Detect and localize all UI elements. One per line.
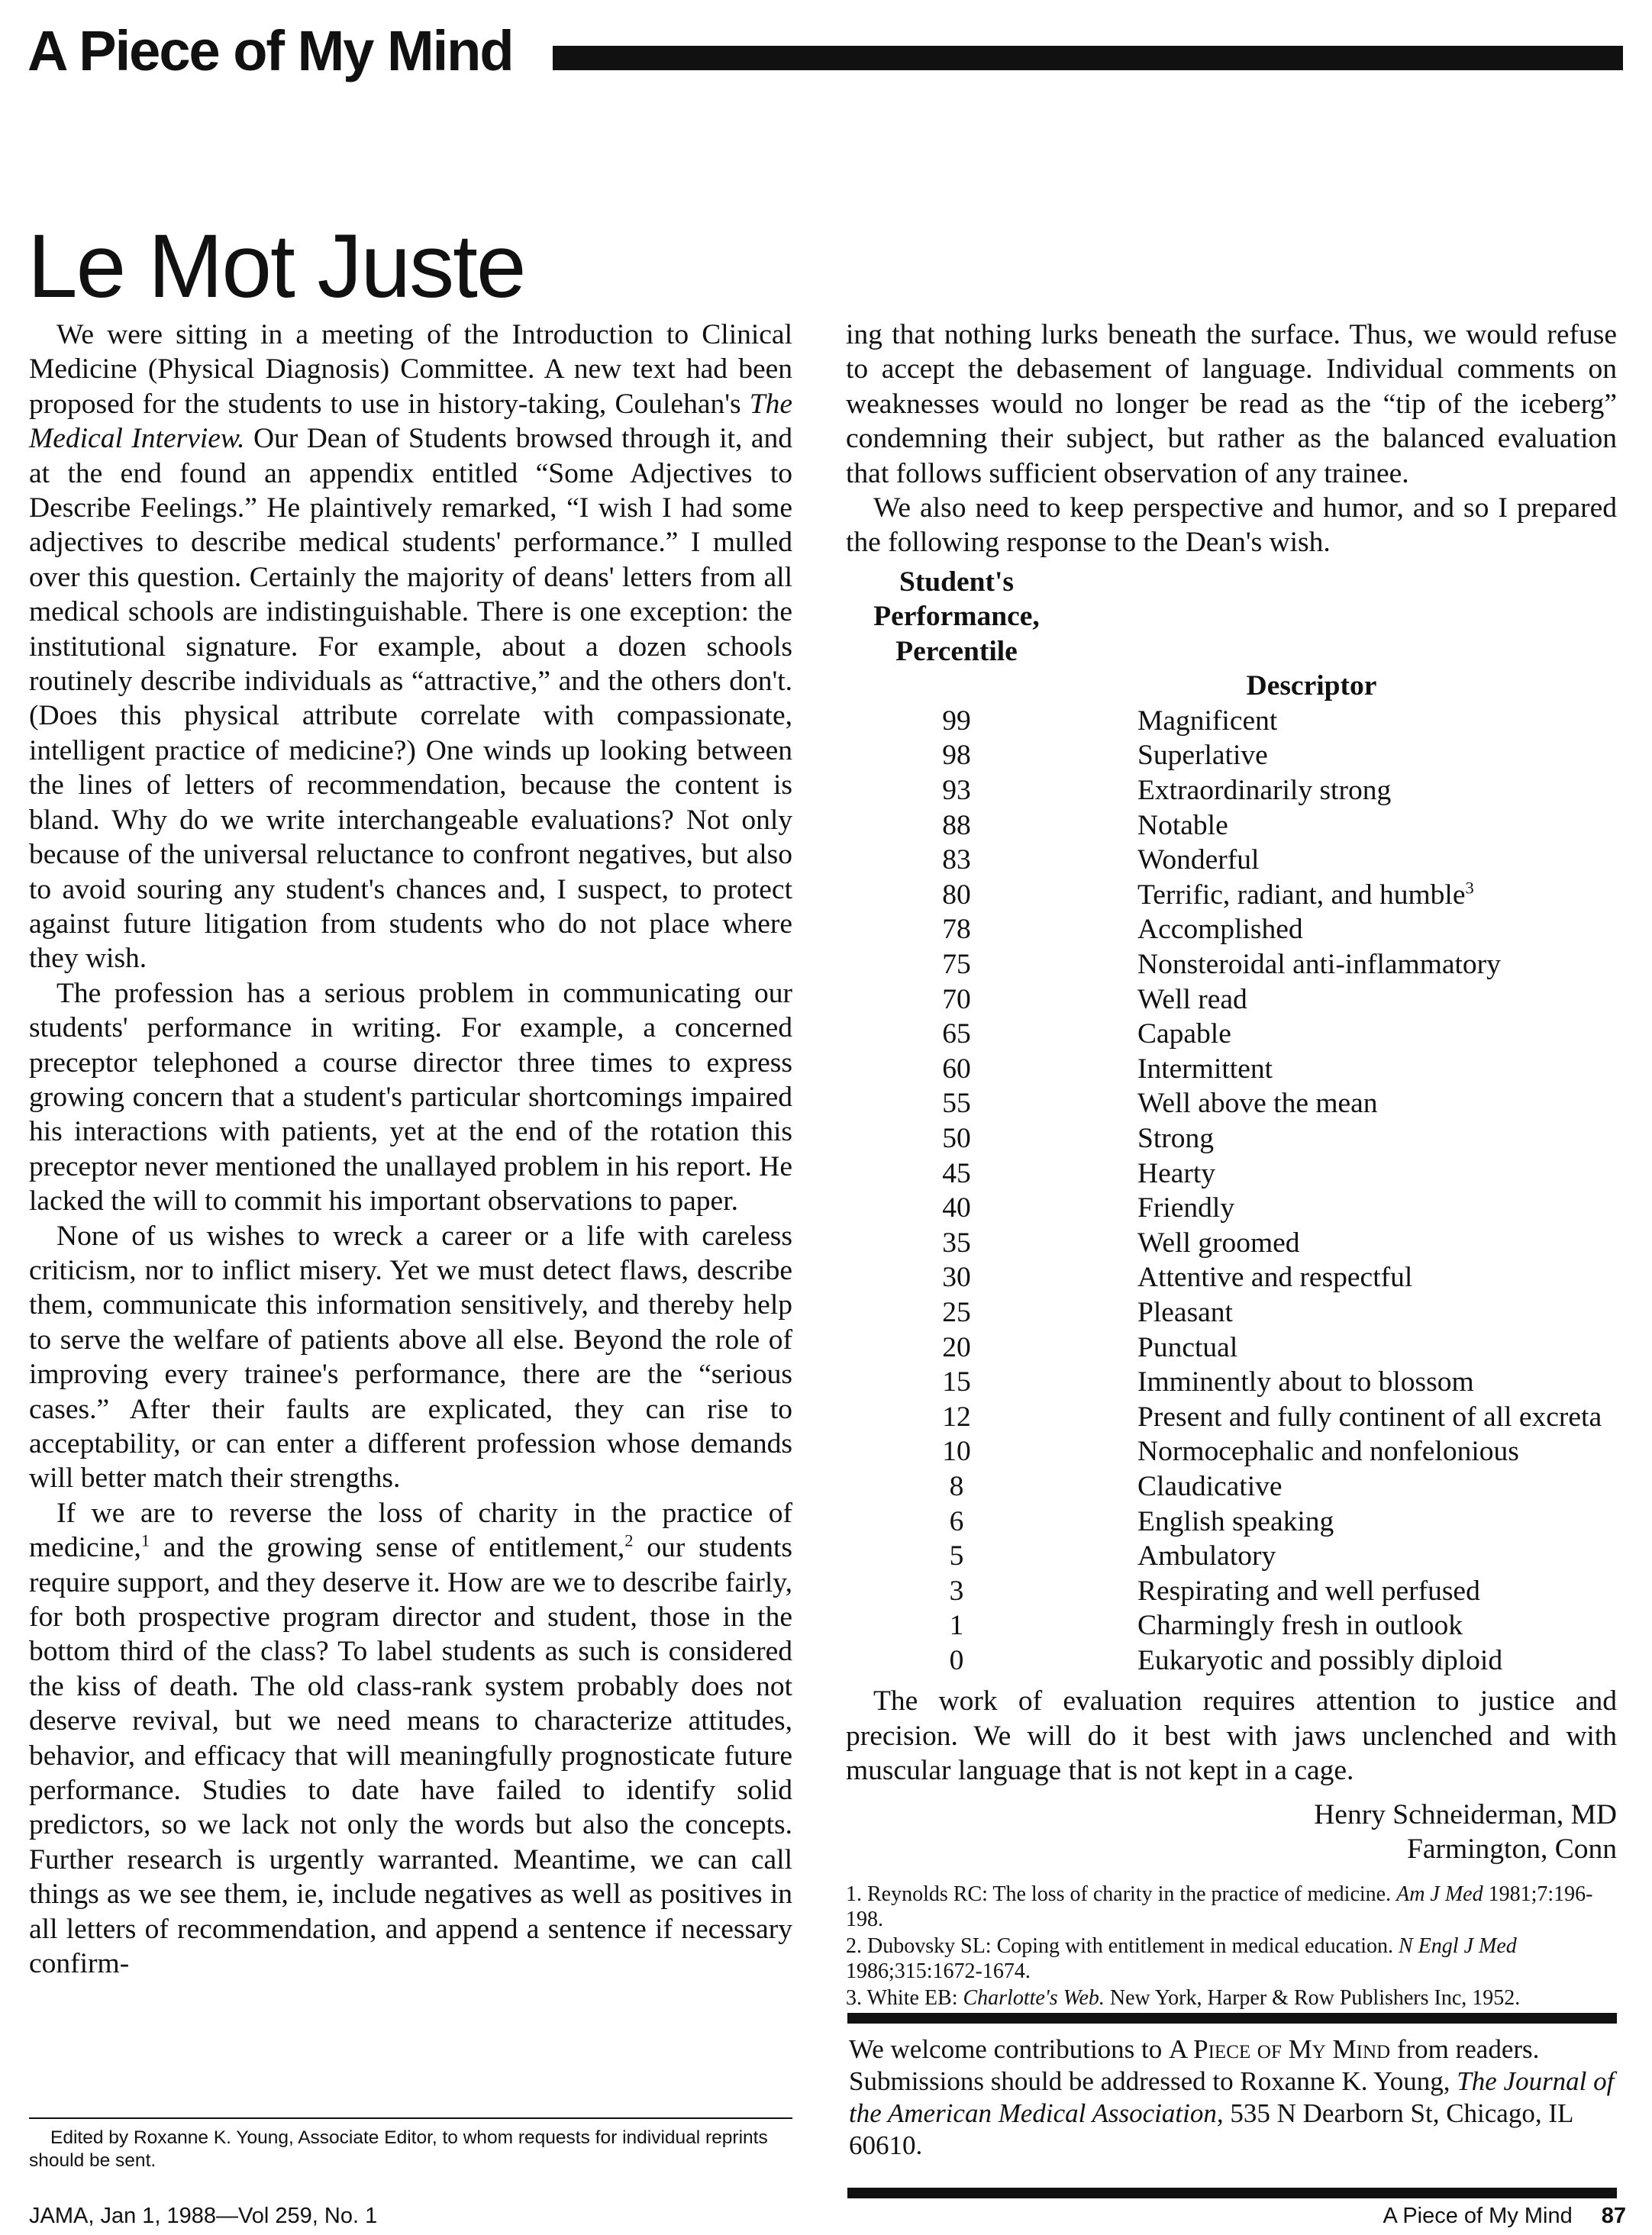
- descriptor-cell: Attentive and respectful: [1137, 1262, 1413, 1294]
- percentile-cell: 25: [942, 1296, 971, 1328]
- contributions-bottom-rule: [847, 2188, 1617, 2198]
- percentile-cell: 12: [942, 1401, 971, 1433]
- percentile-cell: 3: [949, 1575, 964, 1607]
- table-row: [861, 1434, 1617, 1469]
- descriptor-cell: Hearty: [1137, 1157, 1216, 1189]
- contributions-notice: We welcome contributions to A Piece of My Mind from readers. Submissions should be addressed to Roxanne K. Young, The Journal of the American Medical Association, 535 N Dearborn St, Chicago, IL 60610.: [849, 2034, 1615, 2160]
- table-row: [861, 1608, 1617, 1643]
- table-body: [861, 704, 1617, 1679]
- percentile-cell: 75: [942, 949, 971, 980]
- section-header: [27, 17, 1623, 85]
- left-column: [29, 318, 792, 1982]
- table-row: [861, 1539, 1617, 1574]
- page-number: 87: [1601, 2204, 1626, 2228]
- descriptor-cell: Accomplished: [1137, 914, 1303, 946]
- percentile-cell: 99: [942, 705, 971, 737]
- percentile-cell: 20: [942, 1331, 971, 1363]
- percentile-cell: 0: [949, 1644, 964, 1676]
- descriptor-cell: Intermittent: [1137, 1053, 1273, 1085]
- percentile-cell: 55: [942, 1088, 971, 1120]
- reference-marker: 1: [140, 1530, 150, 1550]
- table-row: [861, 1121, 1617, 1156]
- paragraph: We also need to keep perspective and humor, and so I prepared the following response to the Dean's wish.: [846, 492, 1617, 559]
- paragraph: The profession has a serious problem in communicating our students' performance in writing. For example, a concerned preceptor telephoned a course director three times to express growing concern that a student's particular shortcomings impaired his interactions with patients, yet at the end of the rotation this preceptor never mentioned the unallayed problem in his report. He lacked the will to commit his important observations to paper.: [29, 977, 792, 1217]
- table-row: [861, 912, 1617, 947]
- table-row: [861, 1400, 1617, 1435]
- descriptor-cell: Terrific, radiant, and humble$^3$: [1137, 878, 1474, 911]
- percentile-column-header: Student's Performance, Percentile: [873, 566, 1040, 667]
- journal-citation: JAMA, Jan 1, 1988—Vol 259, No. 1: [29, 2204, 378, 2228]
- descriptor-cell: Strong: [1137, 1122, 1215, 1154]
- reference-marker: 2: [624, 1530, 634, 1550]
- table-row: [861, 1574, 1617, 1609]
- author-name: Henry Schneiderman, MD: [1314, 1798, 1617, 1830]
- descriptor-cell: Punctual: [1137, 1331, 1238, 1363]
- percentile-cell: 30: [942, 1262, 971, 1294]
- table-header: [861, 565, 1617, 704]
- table-row: [861, 1505, 1617, 1540]
- table-row: [861, 982, 1617, 1018]
- descriptor-column-header: Descriptor: [1246, 669, 1377, 701]
- paragraph: ing that nothing lurks beneath the surface. Thus, we would refuse to accept the debasement of language. Individual comments on weaknesses would no longer be read as the “tip of the iceberg” condemning their subject, but rather as the balanced evaluation that follows sufficient observation of any trainee.: [846, 319, 1617, 489]
- table-row: [861, 704, 1617, 739]
- references-list: [846, 1882, 1617, 2011]
- descriptor-cell: Pleasant: [1137, 1296, 1233, 1328]
- page-footer-right: [1383, 2204, 1626, 2229]
- percentile-cell: 98: [942, 740, 971, 772]
- table-row: [861, 773, 1617, 808]
- descriptor-cell: Well read: [1137, 983, 1247, 1015]
- table-row: [861, 808, 1617, 843]
- section-title: A Piece of My Mind: [27, 19, 513, 82]
- percentile-cell: 65: [942, 1018, 971, 1050]
- percentile-cell: 80: [942, 879, 971, 911]
- percentile-cell: 78: [942, 914, 971, 946]
- section-name: A Piece of My Mind: [1169, 2034, 1391, 2064]
- book-title: The Medical Interview.: [29, 388, 792, 455]
- percentile-cell: 40: [942, 1192, 971, 1224]
- table-row: [861, 1052, 1617, 1087]
- contributions-top-rule: [847, 2013, 1617, 2024]
- reference-item: 1. Reynolds RC: The loss of charity in the practice of medicine. Am J Med 1981;7:196-198.: [846, 1882, 1593, 1931]
- percentile-cell: 10: [942, 1436, 971, 1468]
- percentile-cell: 35: [942, 1227, 971, 1259]
- percentile-cell: 5: [949, 1540, 964, 1572]
- reference-item: 3. White EB: Charlotte's Web. New York, Harper & Row Publishers Inc, 1952.: [846, 1985, 1521, 2010]
- footnote-rule: [29, 2117, 792, 2119]
- descriptor-cell: Notable: [1137, 809, 1228, 841]
- descriptor-cell: Eukaryotic and possibly diploid: [1137, 1644, 1503, 1676]
- table-row: [861, 1226, 1617, 1261]
- percentile-cell: 6: [949, 1505, 964, 1537]
- descriptor-cell: Nonsteroidal anti-inflammatory: [1137, 949, 1501, 980]
- descriptor-cell: Respirating and well perfused: [1137, 1575, 1480, 1607]
- paragraph: If we are to reverse the loss of charity in the practice of medicine,$^1$ and the growing sense of entitlement,$^2$ our students require support, and they deserve it. How are we to describe fairly, for both prospective program director and student, those in the bottom third of the class? To label students as such is considered the kiss of death. The old class-rank system probably does not deserve revival, but we need means to characterize attitudes, behavior, and efficacy that will meaningfully prognosticate future performance. Studies to date have failed to identify solid predictors, so we lack not only the words but also the concepts. Further research is urgently warranted. Meantime, we can call things as we see them, ie, include negatives as well as positives in all letters of recommendation, and append a sentence if necessary confirm-: [29, 1497, 792, 1980]
- table-row: [861, 1295, 1617, 1330]
- descriptor-cell: Ambulatory: [1137, 1540, 1276, 1572]
- percentile-cell: 1: [949, 1610, 964, 1642]
- percentile-cell: 50: [942, 1122, 971, 1154]
- table-row: [861, 1191, 1617, 1226]
- table-row: [861, 1469, 1617, 1505]
- descriptor-cell: Magnificent: [1137, 705, 1278, 737]
- percentile-cell: 15: [942, 1366, 971, 1398]
- descriptor-cell: Claudicative: [1137, 1470, 1283, 1502]
- descriptor-cell: Extraordinarily strong: [1137, 775, 1392, 807]
- descriptor-cell: Imminently about to blossom: [1137, 1366, 1474, 1398]
- percentile-cell: 45: [942, 1157, 971, 1189]
- table-row: [861, 738, 1617, 773]
- right-column: [846, 318, 1617, 2012]
- table-row: [861, 1643, 1617, 1679]
- table-row: [861, 1260, 1617, 1295]
- signature: [846, 1798, 1617, 1866]
- paragraph: None of us wishes to wreck a career or a life with careless criticism, nor to inflict misery. Yet we must detect flaws, describe them, communicate this information sensitively, and thereby help to serve the welfare of patients above all else. Beyond the role of improving every trainee's performance, there are the “serious cases.” After their faults are explicated, they can rise to acceptability, or can enter a different profession whose demands will better match their strengths.: [29, 1220, 792, 1495]
- paragraph: The work of evaluation requires attention to justice and precision. We will do it best with jaws unclenched and with muscular language that is not kept in a cage.: [846, 1685, 1617, 1787]
- percentile-cell: 93: [942, 775, 971, 807]
- descriptor-cell: Well above the mean: [1137, 1088, 1378, 1120]
- article-title: Le Mot Juste: [27, 216, 525, 318]
- table-row: [861, 1330, 1617, 1366]
- percentile-cell: 70: [942, 983, 971, 1015]
- percentile-cell: 60: [942, 1053, 971, 1085]
- table-row: [861, 1365, 1617, 1400]
- descriptor-cell: Capable: [1137, 1018, 1231, 1050]
- table-row: [861, 1156, 1617, 1192]
- percentile-cell: 88: [942, 809, 971, 841]
- percentile-cell: 83: [942, 844, 971, 876]
- descriptor-cell: Normocephalic and nonfelonious: [1137, 1436, 1519, 1468]
- paragraph: We were sitting in a meeting of the Introduction to Clinical Medicine (Physical Diagnosis) Committee. A new text had been proposed for the students to use in history-taking, Coulehan's The Medical Interview. Our Dean of Students browsed through it, and at the end found an appendix entitled “Some Adjectives to Describe Feelings.” He plaintively remarked, “I wish I had some adjectives to describe medical students' performance.” I mulled over this question. Certainly the majority of deans' letters from all medical schools are indistinguishable. There is one exception: the institutional signature. For example, about a dozen schools routinely describe individuals as “attractive,” and the others don't. (Does this physical attribute correlate with compassionate, intelligent practice of medicine?) One winds up looking between the lines of letters of recommendation, because the content is bland. Why do we write interchangeable evaluations? Not only because of the universal reluctance to confront negatives, but also to avoid souring any student's chances and, I suspect, to protect against future litigation from students who do not place where they wish.: [29, 319, 792, 975]
- descriptor-cell: Charmingly fresh in outlook: [1137, 1610, 1463, 1642]
- table-row: [861, 1086, 1617, 1121]
- descriptor-cell: Wonderful: [1137, 844, 1260, 876]
- reference-item: 2. Dubovsky SL: Coping with entitlement in medical education. N Engl J Med 1986;315:1672-1674.: [846, 1933, 1517, 1983]
- descriptor-cell: Well groomed: [1137, 1227, 1300, 1259]
- editor-footnote: Edited by Roxanne K. Young, Associate Editor, to whom requests for individual reprints should be sent.: [29, 2127, 768, 2171]
- header-rule: [553, 46, 1623, 70]
- table-row: [861, 843, 1617, 878]
- table-row: [861, 878, 1617, 913]
- percentile-cell: 8: [949, 1470, 964, 1502]
- descriptor-table: [861, 565, 1617, 1679]
- table-row: [861, 947, 1617, 982]
- descriptor-cell: Friendly: [1137, 1192, 1235, 1224]
- table-row: [861, 1017, 1617, 1052]
- journal-name: The Journal of the American Medical Association,: [849, 2066, 1615, 2128]
- descriptor-cell: Superlative: [1137, 740, 1268, 772]
- descriptor-cell: Present and fully continent of all excreta: [1137, 1401, 1602, 1433]
- author-location: Farmington, Conn: [1406, 1833, 1617, 1865]
- reference-marker: 3: [1465, 878, 1474, 898]
- descriptor-cell: English speaking: [1137, 1505, 1334, 1537]
- footer-section: A Piece of My Mind: [1383, 2204, 1573, 2228]
